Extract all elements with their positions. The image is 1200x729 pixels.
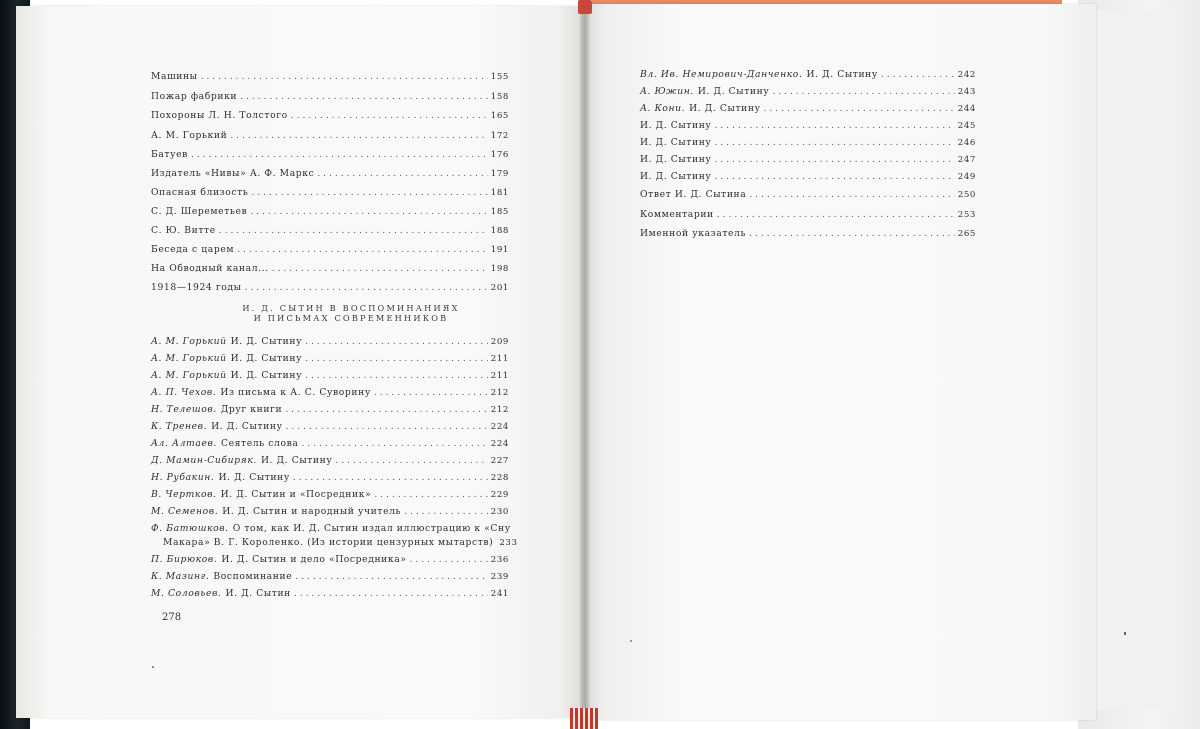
toc-entry-page: 176 bbox=[490, 150, 509, 160]
toc-entry bbox=[151, 489, 509, 501]
toc-entry-title: И. Д. Сытин и дело «Посредника» bbox=[221, 554, 407, 565]
toc-leader-dots bbox=[317, 168, 487, 180]
toc-leader-dots bbox=[764, 103, 955, 115]
toc-entry bbox=[640, 69, 976, 81]
toc-entry-page: 224 bbox=[490, 422, 509, 432]
toc-entry-page: 227 bbox=[490, 456, 509, 466]
toc-entry bbox=[151, 438, 509, 450]
section-heading-line1: И. Д. СЫТИН В ВОСПОМИНАНИЯХ bbox=[242, 303, 460, 313]
headband-top bbox=[578, 0, 592, 14]
toc-entry-page: 165 bbox=[490, 111, 509, 121]
toc-leader-dots bbox=[237, 244, 488, 256]
toc-entry-title: Сеятель слова bbox=[220, 438, 299, 449]
toc-entry-page: 253 bbox=[957, 210, 976, 220]
toc-entry-page: 188 bbox=[490, 226, 509, 236]
toc-entry bbox=[151, 149, 509, 161]
toc-entry bbox=[151, 554, 509, 566]
toc-entry-page: 249 bbox=[957, 172, 976, 182]
toc-leader-dots bbox=[714, 171, 954, 183]
toc-entry-title: И. Д. Сытину bbox=[806, 69, 878, 80]
toc-entry-page: 185 bbox=[490, 207, 509, 217]
toc-entry-page: 245 bbox=[957, 121, 976, 131]
toc-entry bbox=[151, 71, 509, 83]
toc-entry bbox=[151, 282, 509, 294]
toc-entry bbox=[151, 225, 509, 237]
toc-entry-title: Воспоминание bbox=[213, 571, 293, 582]
toc-entry-title: Беседа с царем bbox=[151, 244, 235, 255]
toc-entry-page: 209 bbox=[490, 337, 509, 347]
section-heading-line2: И ПИСЬМАХ СОВРЕМЕННИКОВ bbox=[253, 313, 449, 323]
toc-entry-author: П. Бирюков. bbox=[151, 554, 218, 565]
toc-entry-title: И. Д. Сытину bbox=[260, 455, 333, 466]
toc-right bbox=[640, 69, 976, 239]
toc-leader-dots bbox=[404, 506, 488, 518]
toc-entry bbox=[151, 353, 509, 365]
toc-leader-dots bbox=[230, 130, 487, 142]
toc-leader-dots bbox=[374, 489, 487, 501]
toc-entry-page: 265 bbox=[957, 229, 976, 239]
toc-entry-author: М. Семенов. bbox=[151, 506, 219, 517]
toc-entry-title: И. Д. Сытину bbox=[230, 370, 303, 381]
toc-entry-author: А. М. Горький bbox=[151, 336, 227, 347]
toc-entry-title: И. Д. Сытину bbox=[218, 472, 290, 483]
book-gutter bbox=[580, 0, 590, 729]
toc-leader-dots bbox=[305, 370, 488, 382]
toc-entry bbox=[640, 120, 976, 132]
toc-entry-page: 242 bbox=[957, 70, 976, 80]
toc-entry-author: Н. Рубакин. bbox=[151, 472, 215, 483]
toc-leader-dots bbox=[714, 120, 954, 132]
toc-entry-page: 172 bbox=[490, 131, 509, 141]
toc-entry-author: А. П. Чехов. bbox=[151, 387, 217, 398]
toc-entry-title: И. Д. Сытин и «Посредник» bbox=[220, 489, 372, 500]
toc-entry-page: 179 bbox=[490, 169, 509, 179]
toc-entry-title: Друг книги bbox=[220, 404, 283, 415]
toc-entry-title-line1: О том, как И. Д. Сытин издал иллюстрацию к «Сну bbox=[232, 523, 511, 534]
toc-entry-author: Ф. Батюшков. bbox=[151, 523, 229, 534]
paper-speck bbox=[630, 640, 632, 642]
toc-left-memoirs bbox=[151, 336, 518, 606]
toc-entry-page: 155 bbox=[490, 72, 509, 82]
toc-leader-dots bbox=[305, 353, 488, 365]
toc-entry-page: 224 bbox=[490, 439, 509, 449]
toc-entry-title: Издатель «Нивы» А. Ф. Маркс bbox=[151, 168, 315, 179]
toc-leader-dots bbox=[749, 189, 954, 201]
toc-entry-author: А. М. Горький bbox=[151, 370, 227, 381]
toc-entry bbox=[640, 137, 976, 149]
toc-leader-dots bbox=[251, 187, 487, 199]
toc-entry-title: И. Д. Сытину bbox=[640, 137, 712, 148]
toc-entry bbox=[640, 86, 976, 98]
toc-entry-author: А. Южин. bbox=[640, 86, 694, 97]
toc-entry bbox=[151, 506, 509, 518]
toc-entry-page: 233 bbox=[499, 538, 518, 548]
toc-leader-dots bbox=[250, 206, 487, 218]
toc-entry-author: Ал. Алтаев. bbox=[151, 438, 217, 449]
toc-entry bbox=[151, 336, 509, 348]
toc-leader-dots bbox=[305, 336, 488, 348]
toc-leader-dots bbox=[410, 554, 488, 566]
toc-entry-author: М. Соловьев. bbox=[151, 588, 222, 599]
toc-entry-title: С. Ю. Витте bbox=[151, 225, 216, 236]
toc-entry-page: 243 bbox=[957, 87, 976, 97]
toc-entry bbox=[151, 387, 509, 399]
toc-entry-title: И. Д. Сытину bbox=[230, 353, 303, 364]
toc-entry-page: 211 bbox=[490, 354, 509, 364]
toc-leader-dots bbox=[294, 588, 488, 600]
toc-entry bbox=[151, 91, 509, 103]
toc-entry-page: 246 bbox=[957, 138, 976, 148]
toc-entry-page: 212 bbox=[490, 405, 509, 415]
toc-entry-page: 244 bbox=[957, 104, 976, 114]
toc-leader-dots bbox=[240, 91, 488, 103]
toc-entry-page: 247 bbox=[957, 155, 976, 165]
toc-entry-page: 158 bbox=[490, 92, 509, 102]
toc-entry-page: 230 bbox=[490, 507, 509, 517]
toc-entry-continuation bbox=[163, 537, 518, 549]
paper-speck bbox=[152, 666, 154, 668]
toc-entry-title: И. Д. Сытину bbox=[230, 336, 303, 347]
toc-entry-author: Н. Телешов. bbox=[151, 404, 217, 415]
toc-entry bbox=[640, 103, 976, 115]
section-heading bbox=[231, 303, 471, 323]
toc-entry-title: Комментарии bbox=[640, 209, 714, 220]
toc-entry bbox=[640, 228, 976, 240]
toc-entry bbox=[151, 421, 509, 433]
toc-entry-page: 241 bbox=[490, 589, 509, 599]
toc-entry-title: Макара» В. Г. Короленко. (Из истории цензурных мытарств) bbox=[163, 537, 494, 548]
toc-entry-title: Именной указатель bbox=[640, 228, 747, 239]
toc-entry-author: К. Тренев. bbox=[151, 421, 208, 432]
toc-entry bbox=[640, 171, 976, 183]
toc-entry-title: На Обводный канал... bbox=[151, 263, 269, 274]
toc-leader-dots bbox=[749, 228, 955, 240]
toc-entry-title: Батуев bbox=[151, 149, 188, 160]
toc-entry-page: 201 bbox=[490, 283, 509, 293]
toc-entry bbox=[151, 404, 509, 416]
toc-entry-author: Вл. Ив. Немирович-Данченко. bbox=[640, 69, 803, 80]
toc-leader-dots bbox=[881, 69, 955, 81]
toc-entry-author: Д. Мамин-Сибиряк. bbox=[151, 455, 257, 466]
toc-entry-page: 211 bbox=[490, 371, 509, 381]
toc-entry bbox=[151, 244, 509, 256]
toc-leader-dots bbox=[272, 263, 488, 275]
toc-entry-page: 239 bbox=[490, 572, 509, 582]
toc-entry-title: И. Д. Сытину bbox=[697, 86, 770, 97]
toc-entry-page: 212 bbox=[490, 388, 509, 398]
toc-leader-dots bbox=[714, 154, 954, 166]
toc-entry bbox=[640, 154, 976, 166]
toc-left-chapters bbox=[151, 71, 509, 293]
toc-entry bbox=[151, 571, 509, 583]
toc-leader-dots bbox=[772, 86, 954, 98]
paper-speck bbox=[1124, 632, 1126, 635]
toc-entry-title: 1918—1924 годы bbox=[151, 282, 242, 293]
toc-entry-title: И. Д. Сытин и народный учитель bbox=[222, 506, 402, 517]
page-number: 278 bbox=[162, 612, 182, 623]
toc-leader-dots bbox=[293, 472, 488, 484]
headband-bottom bbox=[570, 708, 598, 729]
toc-entry-title: А. М. Горький bbox=[151, 130, 228, 141]
toc-entry-title: С. Д. Шереметьев bbox=[151, 206, 248, 217]
toc-entry bbox=[151, 130, 509, 142]
toc-entry-title: Опасная близость bbox=[151, 187, 249, 198]
toc-entry-title: И. Д. Сытину bbox=[211, 421, 283, 432]
toc-entry-title: Ответ И. Д. Сытина bbox=[640, 189, 747, 200]
toc-leader-dots bbox=[191, 149, 488, 161]
toc-entry-title: И. Д. Сытину bbox=[689, 103, 761, 114]
toc-entry-page: 229 bbox=[490, 490, 509, 500]
toc-entry-author: К. Мазинг. bbox=[151, 571, 210, 582]
toc-leader-dots bbox=[245, 282, 488, 294]
toc-entry bbox=[151, 472, 509, 484]
toc-entry bbox=[151, 168, 509, 180]
toc-entry-page: 198 bbox=[490, 264, 509, 274]
toc-leader-dots bbox=[301, 438, 487, 450]
toc-leader-dots bbox=[717, 209, 955, 221]
toc-entry-author: А. Кони. bbox=[640, 103, 686, 114]
toc-entry bbox=[640, 189, 976, 201]
toc-entry-title: Машины bbox=[151, 71, 198, 82]
toc-leader-dots bbox=[291, 110, 488, 122]
toc-entry bbox=[151, 263, 509, 275]
toc-entry bbox=[151, 206, 509, 218]
toc-entry-page: 236 bbox=[490, 555, 509, 565]
toc-entry-title: И. Д. Сытину bbox=[640, 154, 712, 165]
toc-entry-author: В. Чертков. bbox=[151, 489, 217, 500]
toc-entry-title: Похороны Л. Н. Толстого bbox=[151, 110, 288, 121]
toc-entry bbox=[151, 588, 509, 600]
toc-entry-title: Пожар фабрики bbox=[151, 91, 238, 102]
toc-leader-dots bbox=[295, 571, 488, 583]
toc-entry bbox=[151, 110, 509, 122]
toc-entry bbox=[640, 209, 976, 221]
toc-entry-title: И. Д. Сытину bbox=[640, 120, 712, 131]
toc-leader-dots bbox=[201, 71, 488, 83]
toc-leader-dots bbox=[219, 225, 488, 237]
toc-leader-dots bbox=[714, 137, 954, 149]
toc-entry-author: А. М. Горький bbox=[151, 353, 227, 364]
toc-entry bbox=[151, 455, 509, 467]
toc-leader-dots bbox=[285, 404, 488, 416]
toc-entry-page: 181 bbox=[490, 188, 509, 198]
toc-entry-title: Из письма к А. С. Суворину bbox=[220, 387, 371, 398]
toc-entry bbox=[151, 370, 509, 382]
toc-leader-dots bbox=[374, 387, 488, 399]
toc-leader-dots bbox=[286, 421, 488, 433]
toc-entry-page: 228 bbox=[490, 473, 509, 483]
toc-entry-page: 250 bbox=[957, 190, 976, 200]
toc-entry-title: И. Д. Сытину bbox=[640, 171, 712, 182]
toc-entry-title: И. Д. Сытин bbox=[225, 588, 291, 599]
toc-entry bbox=[151, 187, 509, 199]
toc-leader-dots bbox=[335, 455, 487, 467]
toc-entry-page: 191 bbox=[490, 245, 509, 255]
toc-entry-multiline bbox=[151, 523, 509, 535]
